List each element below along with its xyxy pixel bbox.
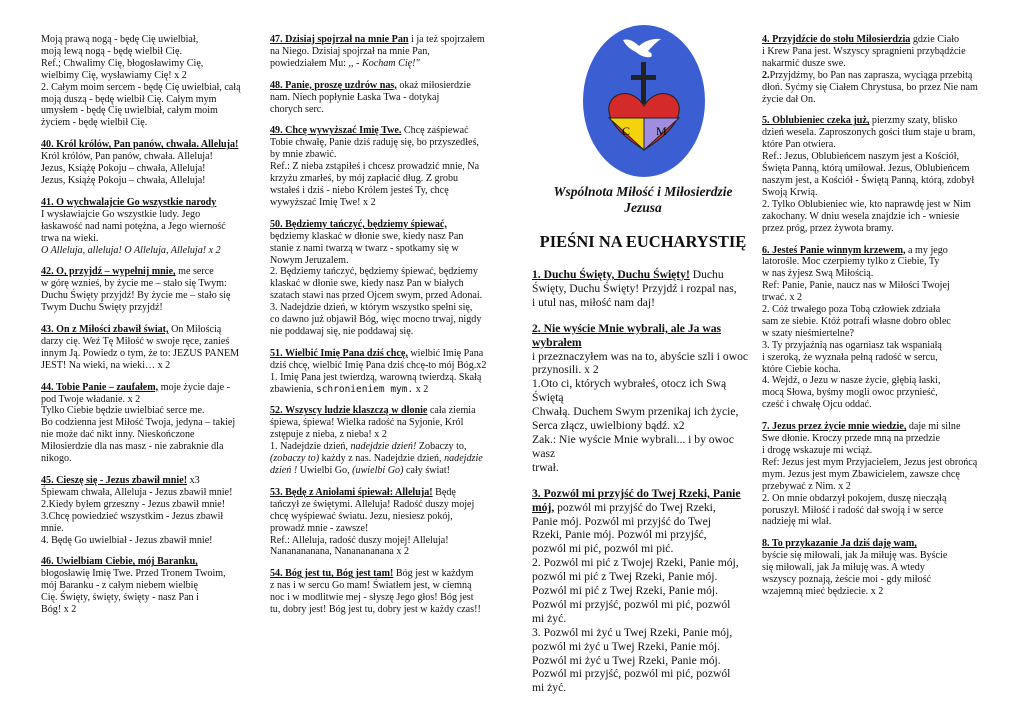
song-line: [270, 384, 506, 396]
song-block: [762, 115, 990, 234]
song-line: wzajemną mieć będziecie. x 2: [762, 585, 884, 597]
song-block: [41, 324, 259, 372]
song-line: Zak.: Nie wyście Mnie wybrali... i by owoc wasz: [532, 432, 734, 460]
song-line: Rzeki, Panie mój. Pozwól mi przyjść,: [532, 528, 707, 542]
song-block: [532, 268, 754, 310]
song-line: 2.Kiedy byłem grzeszny - Jezus zbawił mnie!: [41, 498, 226, 510]
song-title-rest: cała ziemia: [427, 405, 476, 417]
song-line: Pozwól mi żyć u Twej Rzeki, Panie mój.: [532, 653, 721, 667]
song-title-rest: gdzie Ciało: [910, 34, 960, 45]
song-title-rest: Będę: [432, 486, 456, 498]
song-block: [270, 405, 506, 476]
song-line: przynosili. x 2: [532, 363, 599, 377]
song-line: Serca złącz, uwielbiony bądź. x2: [532, 419, 685, 433]
song-heading: [41, 382, 259, 394]
song-line: [762, 70, 990, 82]
song-heading: [41, 139, 259, 151]
song-heading: [762, 245, 990, 257]
song-title-rest: moje życie daje -: [158, 381, 230, 393]
song-line: mym. Jezus jest mym Zbawicielem, zawsze chcę: [762, 468, 960, 480]
song-line: dłoń. Syćmy się Ciałem Chrystusa, bo przez Nie nam: [762, 81, 978, 93]
song-block: [532, 322, 754, 475]
song-heading: [270, 219, 506, 231]
song-line: wszyscy poznają, żeście moi - gdy miłość: [762, 574, 932, 586]
song-line: Ref: Jezus jest mym Przyjacielem, Jezus jest obrońcą: [762, 456, 978, 468]
song-line: Miłosierdzie dla nas masz - nie zabraknie dla: [41, 441, 224, 453]
song-line: prowadź mnie - zawsze!: [270, 522, 369, 534]
song-heading: [41, 197, 259, 209]
song-line: moją lewą nogą - będę wielbił Cię.: [41, 45, 182, 57]
text-plain: zbawienia,: [270, 383, 316, 395]
song-line: 1. Imię Pana jest twierdzą, warowną twierdzą. Skałą: [270, 371, 482, 383]
song-block: [41, 475, 259, 546]
song-line: 4. Będę Go uwielbiał - Jezus zbawił mnie!: [41, 534, 213, 546]
song-line: Tylko Ciebie będzie uwielbiać serce me.: [41, 405, 205, 417]
song-line: Król królów, Pan panów, chwała. Alleluja!: [41, 151, 213, 163]
song-line: które Ciebie kocha.: [762, 363, 841, 375]
text-italic: (zobaczy to): [270, 453, 320, 465]
song-heading: [270, 80, 506, 92]
song-line: naszym jest, a Kościół - Świętą Panną, którą, zdobył: [762, 174, 975, 186]
song-title: 45. Cieszę się - Jezus zbawił mnie!: [41, 475, 188, 486]
song-line: się miłowali, jak Ja miłuję was. A wtedy: [762, 562, 925, 574]
song-title-rest: Chcę zaśpiewać: [401, 125, 469, 137]
song-line: I wysławiajcie Go wszystkie ludy. Jego: [41, 208, 201, 220]
text-italic: nadejdzie: [444, 453, 483, 465]
logo-letter-c: C: [622, 124, 631, 138]
song-line: chcę wyśpiewać światu. Jezu, niesiesz pokój,: [270, 510, 453, 522]
song-line: nie poddawaj się, nie poddawaj się.: [270, 325, 414, 337]
song-heading: [270, 348, 506, 360]
song-line: poruszył. Miłość i radość dał swoją i w serce: [762, 504, 944, 516]
song-line: trwać. x 2: [762, 292, 803, 304]
logo-letter-m: M: [656, 124, 667, 138]
song-line: 2. Całym moim sercem - będę Cię uwielbiał, całą: [41, 81, 241, 93]
song-line: mocą Słowa, byśmy mogli owoc przynieść,: [762, 387, 938, 399]
song-line: Swoją Krwią.: [762, 186, 818, 198]
community-logo: [579, 22, 709, 180]
text-plain: każdy z nas. Nadejdzie dzień,: [319, 453, 445, 465]
song-block: [41, 34, 259, 129]
song-line: Pozwól mi przyjść, pozwól mi pić, pozwól: [532, 597, 731, 611]
song-line: 4. Wejdź, o Jezu w nasze życie, głębią łaski,: [762, 375, 941, 387]
song-line: co dawno już objawił Bóg, więc mocno trwaj, nigdy: [270, 314, 482, 326]
song-line: Cię. Święty, święty, święty - nasz Pan i: [41, 592, 199, 604]
song-line: i szeroką, że wyznała pełną radość w sercu,: [762, 351, 938, 363]
column-2: [270, 34, 506, 626]
song-block: [532, 487, 754, 696]
song-line: wstałeś i dziś - niebo Królem jesteś Ty, chcę: [270, 184, 449, 196]
song-line: krzyżu zmarłeś, by mój zapłacić dług. Z grobu: [270, 173, 459, 185]
song-block: [270, 568, 506, 616]
song-line: byście się miłowali, jak Ja miłuję was. Byście: [762, 550, 948, 562]
song-line: 3. Nadejdzie dzień, w którym wszystko spełni się,: [270, 302, 473, 314]
song-line: klaskać w dłonie swe, kiedy nasz Pan w białych: [270, 278, 464, 290]
song-heading: [41, 475, 259, 487]
text-italic: dzień !: [270, 465, 298, 476]
song-line: Duchu Święty przyjdź! By życie me – stało się: [41, 290, 231, 302]
song-title: 46. Uwielbiam Ciebie, mój Baranku,: [41, 556, 198, 568]
song-line: zstępuje z nieba, z nieba! x 2: [270, 429, 387, 441]
song-line: 3. Pozwól mi żyć u Twej Rzeki, Panie mój,: [532, 625, 733, 639]
song-title: 47. Dzisiaj spojrzał na mnie Pan: [270, 34, 409, 45]
song-line: i utul nas, miłość nam daj!: [532, 295, 656, 309]
song-heading: [270, 125, 506, 137]
song-title-rest: Bóg jest w każdym: [393, 568, 474, 580]
song-title-rest: pierzmy szaty, blisko: [869, 115, 958, 127]
song-line: i Krew Pana jest. Wszyscy spragnieni przybądźcie: [762, 45, 966, 57]
song-line: pozwól mi pić z Twej Rzeki, Panie mój.: [532, 570, 718, 584]
song-heading: [532, 487, 754, 515]
song-title: 2. Nie wyście Mnie wybrali, ale Ja was wybrałem: [532, 321, 722, 349]
song-block: [41, 197, 259, 257]
song-line: błogosławię Imię Twe. Przed Tronem Twoim,: [41, 568, 226, 580]
song-line: przez próg, przez żywota bramy.: [762, 222, 894, 234]
song-line: Panie mój. Pozwól mi przyjść do Twej: [532, 514, 711, 528]
song-line: moją duszą - będę wielbił Cię. Całym mym: [41, 93, 217, 105]
song-line: będziemy klaskać w dłonie swe, kiedy nasz Pan: [270, 230, 464, 242]
song-line: tu, dobry jest! Bóg jest tu, dobry jest w każdy czas!!: [270, 604, 481, 616]
song-heading: [762, 115, 990, 127]
song-line: by mnie zbawić.: [270, 149, 337, 161]
song-line: pozwól mi pić, pozwól mi pić.: [532, 542, 674, 556]
song-line: Nowym Jeruzalem.: [270, 254, 349, 266]
song-line: Pozwól mi przyjść, pozwól mi pić, pozwól: [532, 667, 731, 681]
song-line: noc i w modlitwie mej - słyszę Jego głos! Bóg jest: [270, 592, 474, 604]
song-block: [41, 382, 259, 465]
song-line: 3.Chcę powiedzieć wszystkim - Jezus zbawił: [41, 510, 224, 522]
song-line: stanie z nami twarzą w twarz - spotkamy się w: [270, 242, 459, 254]
song-line: tańczył ze świętymi. Alleluja! Radość duszy mojej: [270, 498, 475, 510]
text-plain: powiedziałem Mu:: [270, 57, 349, 69]
song-line: wywyższać Imię Twe! x 2: [270, 196, 376, 208]
song-title: 1. Duchu Święty, Duchu Święty!: [532, 268, 690, 281]
song-heading: [270, 568, 506, 580]
song-title-rest: okaż miłosierdzie: [396, 79, 471, 91]
song-title-rest: a my jego: [905, 244, 948, 256]
song-line: nie może dać nikt inny. Nieskończone: [41, 429, 195, 441]
song-line: [270, 58, 506, 70]
song-line: cześć i chwałę Ojcu oddać.: [762, 399, 872, 411]
song-title: 52. Wszyscy ludzie klaszczą w dłonie: [270, 405, 428, 417]
song-line: Bo codzienna jest Miłość Twoja, jedyna – takiej: [41, 417, 236, 429]
song-line: życie dał On.: [762, 93, 816, 105]
song-heading: [762, 538, 990, 550]
song-line: i drogę wskazuje mi wciąż.: [762, 445, 873, 456]
song-title: 40. Król królów, Pan panów, chwała. Alleluja!: [41, 139, 239, 151]
song-line: Ref.: Z nieba zstąpiłeś i chcesz prowadzić mnie, Na: [270, 161, 480, 173]
song-line: w nas żyjesz Swą Miłością.: [762, 268, 874, 280]
song-line: które Pan otwiera.: [762, 139, 836, 151]
text-plain: Uwielbi Go,: [297, 465, 353, 476]
song-line: trwał.: [532, 460, 559, 474]
song-line: łaskawość nad nami potężna, a Jego wierność: [41, 220, 226, 232]
song-title-rest: x3: [187, 475, 200, 486]
song-title-rest: me serce: [175, 266, 214, 278]
text-plain: x 2: [413, 383, 429, 395]
song-line: 2. Cóż trwałego poza Tobą człowiek zdziała: [762, 304, 941, 316]
song-heading: [762, 34, 990, 46]
song-line: śpiewa, śpiewa! Wielka radość na Syjonie, Król: [270, 417, 464, 429]
song-line: 3. Ty przyjaźnią nas ogarniasz tak wspaniałą: [762, 339, 942, 351]
text-mono: schronieniem mym.: [315, 383, 414, 395]
song-title: 51. Wielbić Imię Pana dziś chcę,: [270, 347, 408, 359]
song-line: sam ze siebie. Któż potrafi własne dobro oblec: [762, 315, 951, 327]
song-title: 50. Będziemy tańczyć, będziemy śpiewać,: [270, 218, 447, 230]
song-line: mój Baranku - z całym niebem wielbię: [41, 580, 198, 592]
song-heading: [532, 268, 754, 282]
song-block: [270, 487, 506, 558]
text-plain: Zobaczy to,: [416, 441, 467, 453]
column-4: [762, 34, 990, 608]
song-line: Święta Panną, którą umiłował. Jezus, Oblubieńcem: [762, 163, 970, 175]
song-title: 54. Bóg jest tu, Bóg jest tam!: [270, 568, 394, 580]
song-block: [270, 348, 506, 396]
song-block: [762, 34, 990, 105]
song-line: w szaty nieśmiertelne?: [762, 327, 854, 339]
song-line: 2. Będziemy tańczyć, będziemy śpiewać, będziemy: [270, 266, 478, 278]
song-heading: [532, 322, 754, 350]
community-name: Wspólnota Miłość i Miłosierdzie Jezusa: [553, 184, 733, 215]
text-italic: nadejdzie dzień!: [350, 441, 417, 453]
song-line: Nananananana, Nananananana x 2: [270, 546, 409, 558]
song-line: Jezus, Książę Pokoju – chwała, Alleluja!: [41, 174, 206, 186]
song-title: 7. Jezus przez życie mnie wiedzie,: [762, 421, 907, 433]
page-title: PIEŚNI NA EUCHARYSTIĘ: [539, 232, 747, 251]
song-block: [270, 219, 506, 338]
song-heading: [41, 556, 259, 568]
song-line: Jezus, Książę Pokoju – chwała, Alleluja!: [41, 163, 206, 175]
song-line: mi żyć.: [532, 681, 567, 695]
song-title-rest: wielbić Imię Pana: [407, 347, 484, 359]
song-line: nakarmić dusze swe.: [762, 57, 846, 69]
song-block: [270, 80, 506, 116]
song-line: nadzieję mi wlał.: [762, 516, 832, 528]
song-title: 42. O, przyjdź – wypełnij mnie,: [41, 266, 176, 278]
song-line: Ref.; Chwalimy Cię, błogosławimy Cię,: [41, 57, 204, 69]
column-1: [41, 34, 259, 626]
song-title: 41. O wychwalajcie Go wszystkie narody: [41, 196, 217, 208]
song-block: [762, 538, 990, 598]
verse-number: 2.: [762, 69, 770, 81]
song-line: Święty, Duchu Święty! Przyjdź i rozpal nas,: [532, 281, 737, 295]
song-title: 53. Będę z Aniołami śpiewał: Alleluja!: [270, 486, 433, 498]
song-heading: [762, 421, 990, 433]
song-line: w górę wznieś, by życie me – stało się Twym:: [41, 278, 227, 290]
song-line: Ref.: Alleluja, radość duszy mojej! Alleluja!: [270, 534, 449, 546]
song-line: 1.Oto ci, których wybrałeś, otocz ich Swą Świętą: [532, 377, 727, 405]
song-heading: [270, 34, 506, 46]
song-line: mnie.: [41, 522, 64, 534]
song-line: dzień wesela. Zaproszonych gości tłum staje u bram,: [762, 127, 976, 139]
text-italic: (uwielbi Go): [352, 465, 404, 476]
song-line: innym Ją. Powiedz o tym, że to: JEZUS PANEM: [41, 347, 240, 359]
song-line: szatach stawi nas przed Ojcem swym, przed Adonai.: [270, 290, 483, 302]
song-line: wielbimy Cię, wysławiamy Cię! x 2: [41, 69, 187, 81]
song-title: 44. Tobie Panie – zaufałem,: [41, 381, 159, 393]
text-plain: 1. Nadejdzie dzień,: [270, 441, 351, 453]
song-title: 5. Oblubieniec czeka już,: [762, 115, 870, 127]
song-title: 6. Jesteś Panie winnym krzewem,: [762, 244, 906, 256]
song-line: [270, 441, 506, 453]
song-line: i przeznaczyłem was na to, abyście szli i owoc: [532, 349, 749, 363]
song-line: pozwól mi żyć u Twej Rzeki, Panie mój.: [532, 639, 720, 653]
verse-text: Przyjdźmy, bo Pan nas zaprasza, wyciąga przebitą: [769, 69, 973, 81]
song-block: [41, 139, 259, 187]
song-line: [270, 453, 506, 465]
song-line: nam. Niech popłynie Łaska Twa - dotykaj: [270, 91, 440, 103]
song-title: 3. Pozwól mi przyjść do Twej Rzeki, Panie mój,: [532, 486, 741, 514]
song-line: 2. Tylko Oblubieniec wie, kto naprawdę jest w Nim: [762, 198, 971, 210]
song-line: Pozwól mi pić z Twej Rzeki, Panie mój.: [532, 584, 719, 598]
song-heading: [270, 487, 506, 499]
song-line: Twym Duchu Święty przyjdź!: [41, 302, 163, 314]
song-line: [270, 465, 506, 477]
song-line: dziś chcę, wielbić Imię Pana dziś chcę-to mój Bóg.x2: [270, 359, 487, 371]
song-line: Tobie chwałę, Panie dziś raduję się, bo przyszedłeś,: [270, 137, 479, 149]
song-line: Bóg! x 2: [41, 604, 77, 616]
song-line: umysłem - będę Cię uwielbiał, całym moim: [41, 105, 218, 117]
song-line: 2. Pozwól mi pić z Twojej Rzeki, Panie mój,: [532, 556, 739, 570]
song-title: 48. Panie, proszę uzdrów nas,: [270, 79, 397, 91]
song-line: z nas i w sercu Go mam! Światłem jest, w ciemną: [270, 580, 472, 592]
song-block: [41, 556, 259, 616]
song-title: 4. Przyjdźcie do stołu Miłosierdzia: [762, 34, 911, 45]
song-title-rest: On Miłością: [168, 324, 222, 336]
song-line: zakochany. W dniu wesela znajdzie ich - wniesie: [762, 210, 960, 222]
song-line: Ref.: Jezus, Oblubieńcem naszym jest a Kościół,: [762, 151, 960, 163]
song-line: Śpiewam chwała, Alleluja - Jezus zbawił mnie!: [41, 486, 233, 498]
song-line: Swe dłonie. Kroczy przede mną na przedzie: [762, 433, 940, 445]
song-block: [762, 421, 990, 528]
song-title: 49. Chcę wywyższać Imię Twe.: [270, 125, 402, 137]
song-heading: [270, 405, 506, 417]
song-line: chorych serc.: [270, 103, 324, 115]
song-title: 8. To przykazanie Ja dziś daję wam,: [762, 538, 917, 550]
song-line: pod Twoje władanie. x 2: [41, 393, 141, 405]
song-block: [270, 34, 506, 70]
song-line-italic: O Alleluja, alleluja! O Alleluja, Alleluja! x 2: [41, 244, 221, 256]
song-heading: [41, 266, 259, 278]
song-line: Chwałą. Duchem Swym przenikaj ich życie,: [532, 405, 739, 419]
song-heading: [41, 324, 259, 336]
song-title-rest: pozwól mi przyjść do Twej Rzeki,: [554, 500, 716, 514]
text-plain: cały świat!: [403, 465, 450, 476]
column-3: [532, 268, 754, 707]
song-line: trwa na wieki.: [41, 232, 99, 244]
song-title-rest: i ja też spojrzałem: [408, 34, 485, 45]
song-line: na Niego. Dzisiaj spojrzał na mnie Pan,: [270, 45, 430, 57]
song-block: [270, 125, 506, 208]
song-block: [762, 245, 990, 412]
song-title: 43. On z Miłości zbawił świat,: [41, 324, 169, 336]
song-line: darzy cię. Weź Tę Miłość w swoje ręce, zanieś: [41, 335, 230, 347]
song-block: [41, 266, 259, 314]
song-line: 2. On mnie obdarzył pokojem, duszę niecząłą: [762, 492, 947, 504]
song-line: przebywać z Nim. x 2: [762, 480, 851, 492]
song-line: nikogo.: [41, 453, 72, 465]
song-line: latorośle. Moc czerpiemy tylko z Ciebie, Ty: [762, 256, 940, 268]
song-title-rest: daje mi silne: [906, 421, 961, 433]
song-line: Ref: Panie, Panie, naucz nas w Miłości Twojej: [762, 280, 950, 292]
song-line: życiem - będę wielbił Cię.: [41, 117, 148, 129]
song-line: mi żyć.: [532, 611, 567, 625]
song-line: JEST! Na wieki, na wieki… x 2: [41, 359, 171, 371]
song-title-rest: Duchu: [689, 268, 724, 281]
song-line: Moją prawą nogą - będę Cię uwielbiał,: [41, 34, 199, 45]
text-italic: ,, - Kocham Cię!": [348, 57, 420, 69]
